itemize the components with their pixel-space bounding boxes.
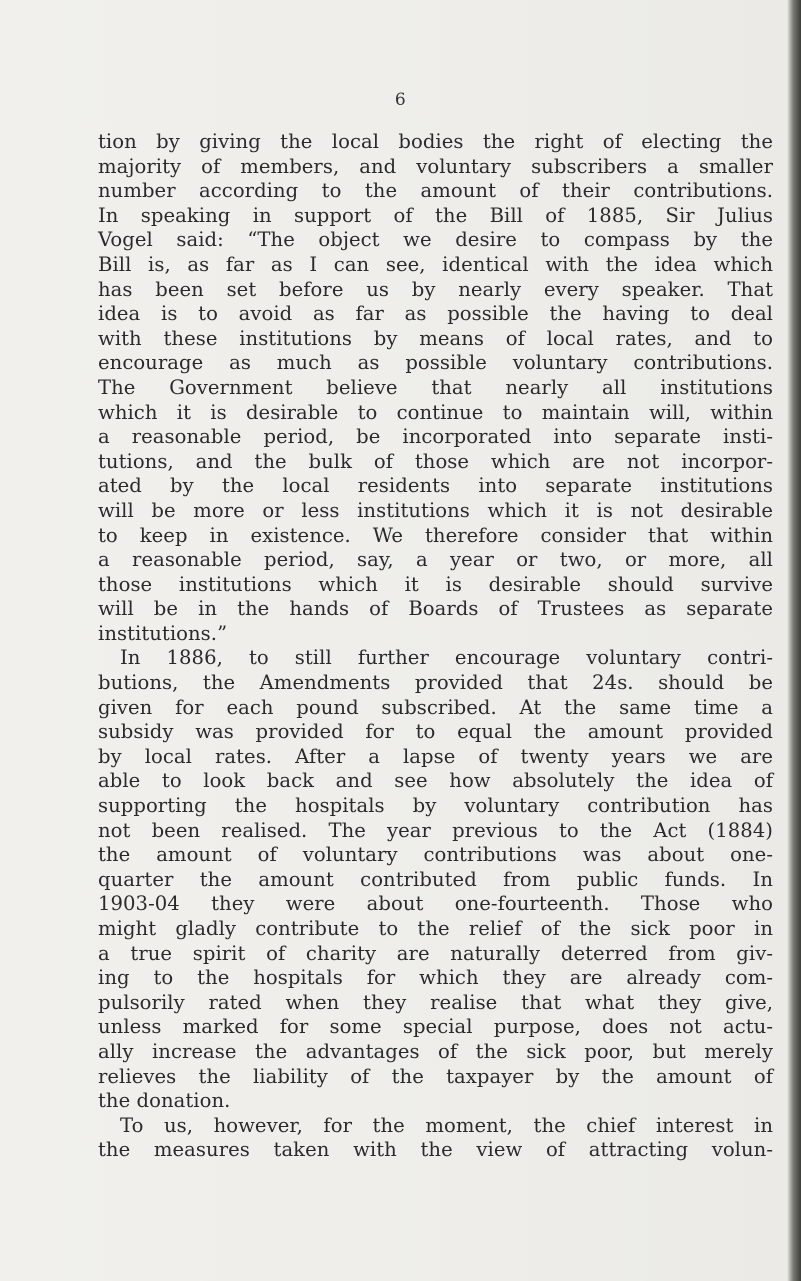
text-line: relieves the liability of the taxpayer by the amount of: [98, 1064, 773, 1088]
text-line: will be more or less institutions which it is not desirable: [98, 498, 773, 522]
text-line: ing to the hospitals for which they are already com-: [98, 966, 773, 990]
text-line: by local rates. After a lapse of twenty years we are: [98, 744, 773, 768]
text-line: a reasonable period, be incorporated into separate insti-: [98, 425, 773, 449]
text-line: unless marked for some special purpose, does not actu-: [98, 1015, 773, 1039]
text-line: will be in the hands of Boards of Trustees as separate: [98, 597, 773, 621]
page-number: 6: [394, 90, 407, 110]
text-line: idea is to avoid as far as possible the having to deal: [98, 302, 773, 326]
text-line: a reasonable period, say, a year or two, or more, all: [98, 548, 773, 572]
text-line: the donation.: [98, 1089, 231, 1113]
text-line: has been set before us by nearly every speaker. That: [98, 277, 773, 301]
text-line: tion by giving the local bodies the right of electing the: [98, 130, 773, 153]
text-line: those institutions which it is desirable should survive: [98, 572, 773, 596]
text-line: able to look back and see how absolutely the idea of: [98, 769, 773, 793]
text-line: tutions, and the bulk of those which are not incorpor-: [98, 449, 773, 473]
text-line: institutions.”: [98, 621, 228, 645]
text-line: quarter the amount contributed from public funds. In: [98, 867, 773, 891]
text-line: with these institutions by means of local rates, and to: [98, 326, 773, 350]
text-line: pulsorily rated when they realise that what they give,: [98, 990, 773, 1014]
text-line: Vogel said: “The object we desire to compass by the: [98, 228, 773, 252]
text-line: which it is desirable to continue to maintain will, within: [98, 400, 773, 424]
text-line: majority of members, and voluntary subscribers a smaller: [98, 154, 773, 178]
text-line: butions, the Amendments provided that 24s. should be: [98, 671, 773, 695]
text-line: to keep in existence. We therefore consider that within: [98, 523, 773, 547]
text-line: might gladly contribute to the relief of the sick poor in: [98, 917, 773, 940]
text-line: The Government believe that nearly all institutions: [98, 375, 773, 399]
text-line: subsidy was provided for to equal the amount provided: [98, 720, 773, 744]
text-line: Bill is, as far as I can see, identical with the idea which: [98, 252, 773, 276]
text-line: encourage as much as possible voluntary contributions.: [98, 351, 773, 375]
text-line: To us, however, for the moment, the chief interest in: [120, 1113, 773, 1137]
text-line: not been realised. The year previous to the Act (1884): [98, 818, 773, 842]
text-line: ally increase the advantages of the sick poor, but merely: [98, 1039, 773, 1063]
page-edge-shadow: [787, 0, 801, 1281]
text-line: a true spirit of charity are naturally deterred from giv-: [98, 941, 773, 965]
text-line: In speaking in support of the Bill of 1885, Sir Julius: [98, 203, 773, 227]
text-line: the amount of voluntary contributions was about one-: [98, 843, 773, 867]
body-text: [98, 130, 773, 1163]
text-line: 1903-04 they were about one-fourteenth. Those who: [98, 892, 773, 916]
text-line: the measures taken with the view of attracting volun-: [98, 1138, 773, 1162]
text-line: given for each pound subscribed. At the same time a: [98, 695, 773, 719]
text-line: In 1886, to still further encourage voluntary contri-: [120, 646, 773, 670]
text-line: number according to the amount of their contributions.: [98, 179, 773, 203]
text-line: ated by the local residents into separate institutions: [98, 474, 773, 498]
text-line: supporting the hospitals by voluntary contribution has: [98, 794, 773, 818]
